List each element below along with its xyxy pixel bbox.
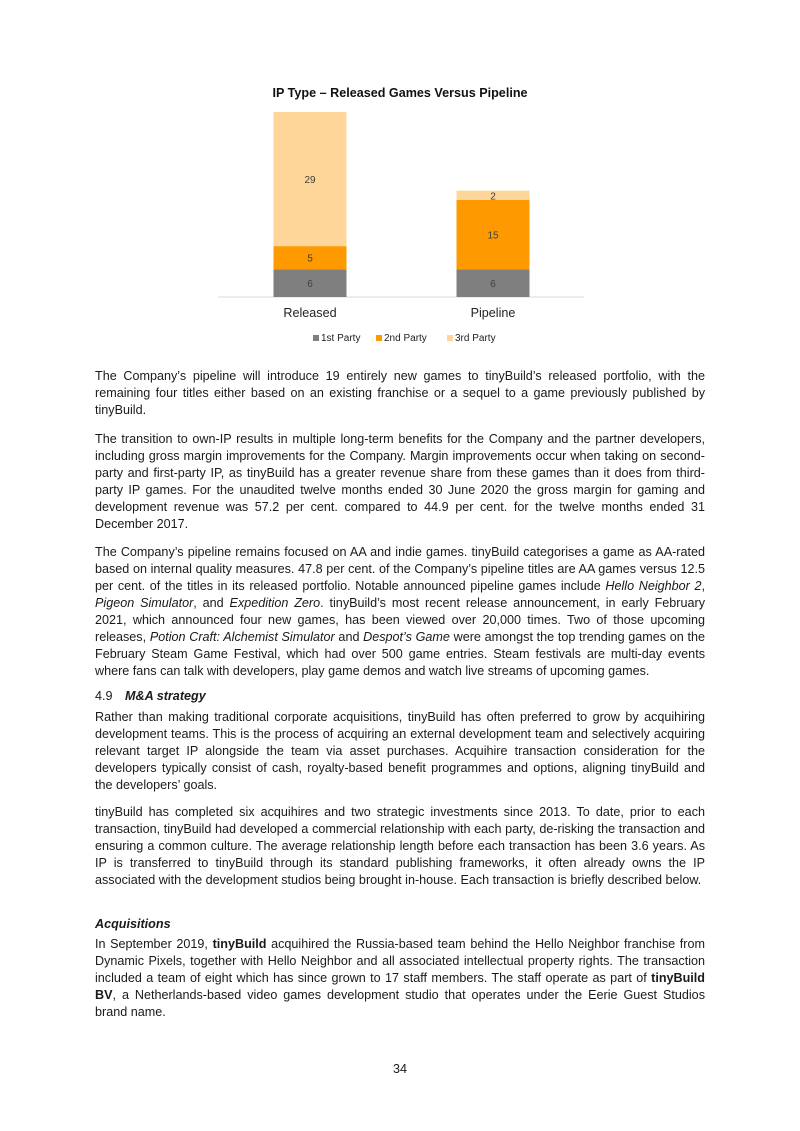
chart-canvas	[200, 78, 600, 353]
paragraph-acquihire-approach: Rather than making traditional corporate acquisitions, tinyBuild has often preferred to grow by acquihiring development teams. This is the process of acquiring an external development team and selectively acquiring relevant target IP alongside the team via asset purchases. Acquihire transaction consideration for the developers typically consist of cash, royalty-based benefit programmes and options, aligning tinyBuild and the developers’ goals.	[95, 710, 705, 792]
paragraph-acquihire-history: tinyBuild has completed six acquihires and two strategic investments since 2013. To date, prior to each transaction, tinyBuild had developed a commercial relationship with each party, de-risking the transaction and ensuring a common culture. The average relationship length before each transaction has been 3.6 years. As IP is transferred to tinyBuild through its standard publishing frameworks, it often already owns the IP associated with the development studios being brought in-house. Each transaction is briefly described below.	[95, 805, 705, 887]
game-title-expedition-zero: Expedition Zero	[229, 596, 321, 610]
category-label: Pipeline	[470, 306, 516, 320]
data-label: 6	[307, 279, 313, 291]
text-run: acquihired the Russia-based team behind the Hello Neighbor franchise from Dynamic Pixels, together with Hello Neighbor and all associated intellectual property rights. The transaction included a team of eight which has since grown to 17 staff members. The staff operate as part of	[95, 937, 705, 985]
data-label: 29	[304, 175, 316, 187]
section-number: 4.9	[95, 689, 113, 703]
text-run: were amongst the top trending games on the February Steam Game Festival, which had over 500 game entries. Steam festivals are multi-day events where fans can talk with developers, play game demos and watch live streams of upcoming games.	[95, 630, 705, 678]
text-run: , a Netherlands-based video games development studio that operates under the Eerie Guest Studios brand name.	[95, 988, 705, 1019]
data-label: 6	[490, 279, 496, 291]
legend-swatch	[376, 335, 382, 341]
company-name-bold: tinyBuild BV	[95, 971, 705, 1002]
game-title-hello-neighbor-2: Hello Neighbor 2	[605, 579, 702, 593]
text-run: and	[334, 630, 364, 644]
game-title-potion-craft: Potion Craft: Alchemist Simulator	[149, 630, 335, 644]
section-title: M&A strategy	[125, 689, 206, 703]
legend-label: 3rd Party	[455, 333, 496, 344]
stacked-bar-chart	[200, 78, 600, 353]
data-label: 2	[490, 191, 496, 203]
data-label: 15	[487, 230, 499, 242]
game-title-pigeon-simulator: Pigeon Simulator	[95, 596, 194, 610]
chart-bars	[274, 112, 530, 297]
chart-title: IP Type – Released Games Versus Pipeline	[272, 86, 528, 100]
section-heading	[95, 688, 705, 705]
game-title-despots-game: Despot’s Game	[363, 630, 450, 644]
data-label: 5	[307, 253, 313, 265]
text-run: , and	[193, 596, 230, 610]
company-name-bold: tinyBuild	[212, 937, 267, 951]
chart-legend	[313, 333, 496, 344]
paragraph-pipeline-intro: The Company’s pipeline will introduce 19 entirely new games to tinyBuild’s released portfolio, with the remaining four titles either based on an existing franchise or a sequel to a game previously published by tinyBuild.	[95, 369, 705, 417]
text-run: In September 2019,	[95, 937, 213, 951]
paragraph-dynamic-pixels-acquisition	[95, 936, 705, 1021]
legend-swatch	[447, 335, 453, 341]
category-label: Released	[283, 306, 337, 320]
chart-category-labels	[283, 306, 515, 320]
legend-swatch	[313, 335, 319, 341]
paragraph-own-ip-benefits: The transition to own-IP results in multiple long-term benefits for the Company and the partner developers, including gross margin improvements for the Company. Margin improvements occur when taking on second-party and first-party IP, as tinyBuild has a greater revenue share from these games than it does from third-party IP games. For the unaudited twelve months ended 30 June 2020 the gross margin for gaming and development revenue was 57.2 per cent. compared to 44.9 per cent. for the twelve months ended 31 December 2017.	[95, 432, 705, 531]
page-number: 34	[392, 1062, 407, 1076]
subheading-acquisitions: Acquisitions	[95, 917, 171, 931]
legend-label: 1st Party	[321, 333, 361, 344]
text-run: ,	[701, 579, 706, 593]
text-run: . tinyBuild’s most recent release announcement, in early February 2021, which announced four new games, has been viewed over 20,000 times. Two of those upcoming releases,	[95, 596, 706, 644]
paragraph-aa-indie-focus	[95, 544, 705, 680]
text-run: The Company’s pipeline remains focused on AA and indie games. tinyBuild categorises a game as AA-rated based on internal quality measures. 47.8 per cent. of the Company’s pipeline titles are AA games versus 12.5 per cent. of the titles in its released portfolio. Notable announced pipeline games include	[95, 545, 705, 593]
legend-label: 2nd Party	[384, 333, 427, 344]
